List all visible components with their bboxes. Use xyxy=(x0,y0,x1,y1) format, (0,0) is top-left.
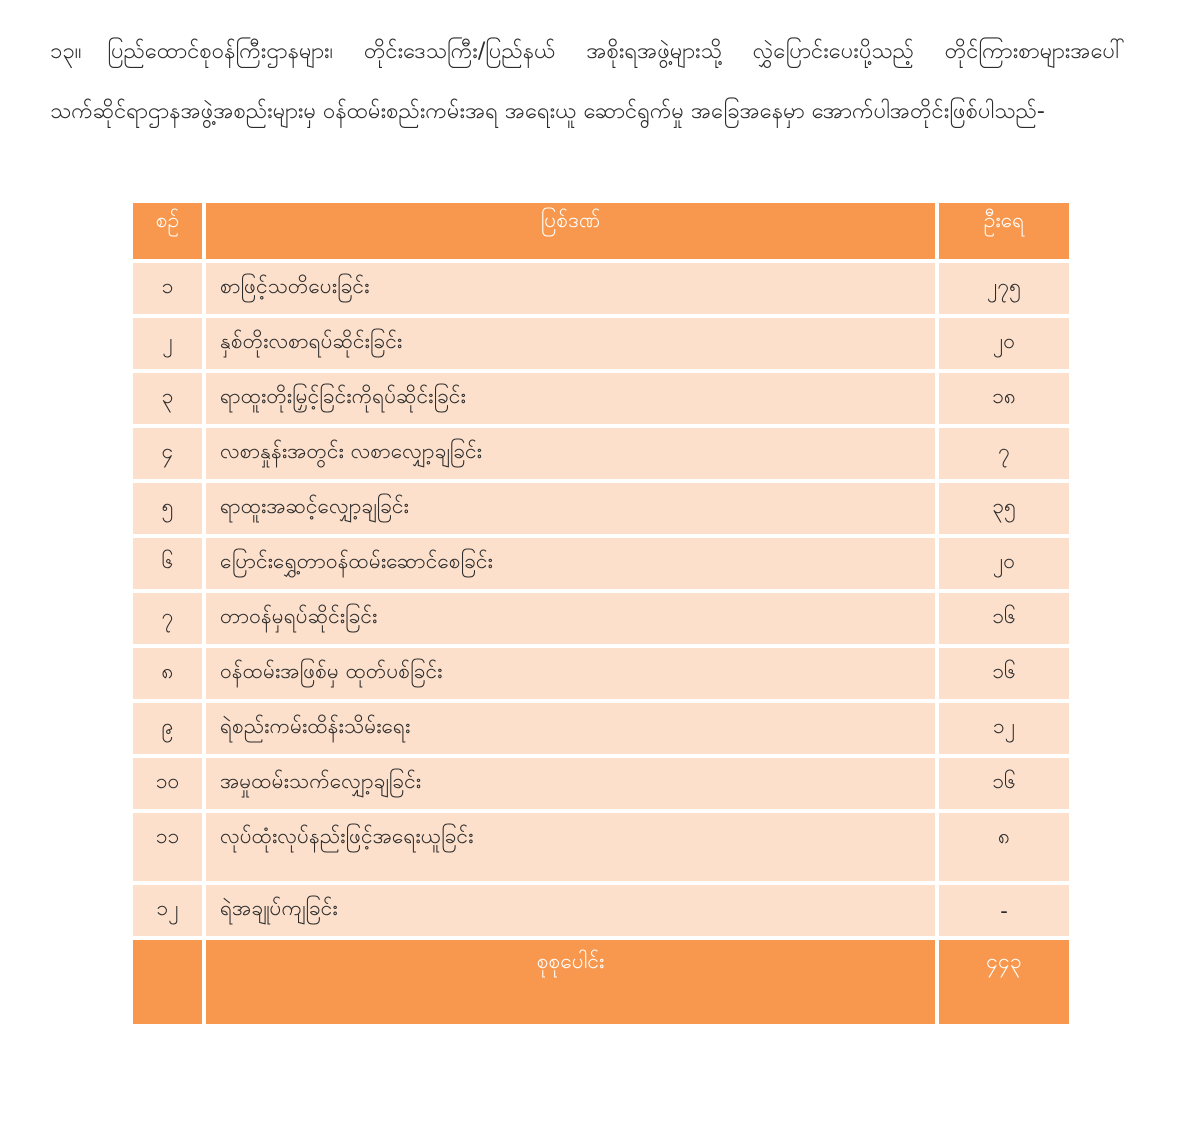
row-count: ၃၅ xyxy=(939,483,1069,534)
penalty-table xyxy=(129,199,1073,1028)
total-label: စုစုပေါင်း xyxy=(206,940,935,1024)
row-penalty: ဝန်ထမ်းအဖြစ်မှ ထုတ်ပစ်ခြင်း xyxy=(206,648,935,699)
row-serial: ၁၀ xyxy=(133,758,202,809)
row-count: ၁၆ xyxy=(939,648,1069,699)
table-row xyxy=(133,593,1069,644)
total-blank-cell xyxy=(133,940,202,1024)
row-count: ၂၀ xyxy=(939,538,1069,589)
table-row xyxy=(133,648,1069,699)
row-count: ၁၆ xyxy=(939,593,1069,644)
row-penalty: ရာထူးအဆင့်လျှော့ချခြင်း xyxy=(206,483,935,534)
row-serial: ၆ xyxy=(133,538,202,589)
row-penalty: စာဖြင့်သတိပေးခြင်း xyxy=(206,263,935,314)
row-penalty: တာဝန်မှရပ်ဆိုင်းခြင်း xyxy=(206,593,935,644)
row-penalty: ပြောင်းရွှေ့တာဝန်ထမ်းဆောင်စေခြင်း xyxy=(206,538,935,589)
row-serial: ၉ xyxy=(133,703,202,754)
table-row xyxy=(133,428,1069,479)
table-row xyxy=(133,813,1069,881)
row-count: ၁၈ xyxy=(939,373,1069,424)
row-serial: ၁၁ xyxy=(133,813,202,881)
row-penalty: ရာထူးတိုးမြှင့်ခြင်းကိုရပ်ဆိုင်းခြင်း xyxy=(206,373,935,424)
table-row xyxy=(133,538,1069,589)
row-count: ၂၀ xyxy=(939,318,1069,369)
table-row xyxy=(133,758,1069,809)
total-count: ၄၄၃ xyxy=(939,940,1069,1024)
table-row xyxy=(133,318,1069,369)
row-penalty: ရဲစည်းကမ်းထိန်းသိမ်းရေး xyxy=(206,703,935,754)
row-penalty: လုပ်ထုံးလုပ်နည်းဖြင့်အရေးယူခြင်း xyxy=(206,813,935,881)
row-serial: ၁၂ xyxy=(133,885,202,936)
table-total-row xyxy=(133,940,1069,1024)
row-count: ၁၂ xyxy=(939,703,1069,754)
row-serial: ၃ xyxy=(133,373,202,424)
row-count: ၁၆ xyxy=(939,758,1069,809)
table-row xyxy=(133,373,1069,424)
row-serial: ၄ xyxy=(133,428,202,479)
row-serial: ၈ xyxy=(133,648,202,699)
row-count: - xyxy=(939,885,1069,936)
table-row xyxy=(133,703,1069,754)
row-penalty: လစာနှုန်းအတွင်း လစာလျှော့ချခြင်း xyxy=(206,428,935,479)
row-count: ၈ xyxy=(939,813,1069,881)
header-count: ဦးရေ xyxy=(939,203,1069,259)
row-serial: ၁ xyxy=(133,263,202,314)
table-row xyxy=(133,885,1069,936)
row-penalty: နှစ်တိုးလစာရပ်ဆိုင်းခြင်း xyxy=(206,318,935,369)
row-count: ၂၇၅ xyxy=(939,263,1069,314)
header-serial: စဉ် xyxy=(133,203,202,259)
table-header-row xyxy=(133,203,1069,259)
row-serial: ၇ xyxy=(133,593,202,644)
row-serial: ၂ xyxy=(133,318,202,369)
table-row xyxy=(133,483,1069,534)
row-penalty: ရဲအချုပ်ကျခြင်း xyxy=(206,885,935,936)
header-penalty: ပြစ်ဒဏ် xyxy=(206,203,935,259)
intro-text: ပြည်ထောင်စုဝန်ကြီးဌာနများ၊ တိုင်းဒေသကြီး/ပြည်နယ် အစိုးရအဖွဲ့များသို့ လွှဲပြောင်းပေးပို့သည့် တိုင်ကြားစာများအပေါ် သက်ဆိုင်ရာဌာနအဖွဲ့အစည်းများမှ ဝန်ထမ်းစည်းကမ်းအရ အရေးယူ ဆောင်ရွက်မှု အခြေအနေမှာ အောက်ပါအတိုင်းဖြစ်ပါသည်- xyxy=(50,39,1125,124)
paragraph-number: ၁၃။ xyxy=(50,39,82,64)
intro-paragraph xyxy=(50,22,1125,142)
row-penalty: အမှုထမ်းသက်လျှော့ချခြင်း xyxy=(206,758,935,809)
row-serial: ၅ xyxy=(133,483,202,534)
row-count: ၇ xyxy=(939,428,1069,479)
table-row xyxy=(133,263,1069,314)
